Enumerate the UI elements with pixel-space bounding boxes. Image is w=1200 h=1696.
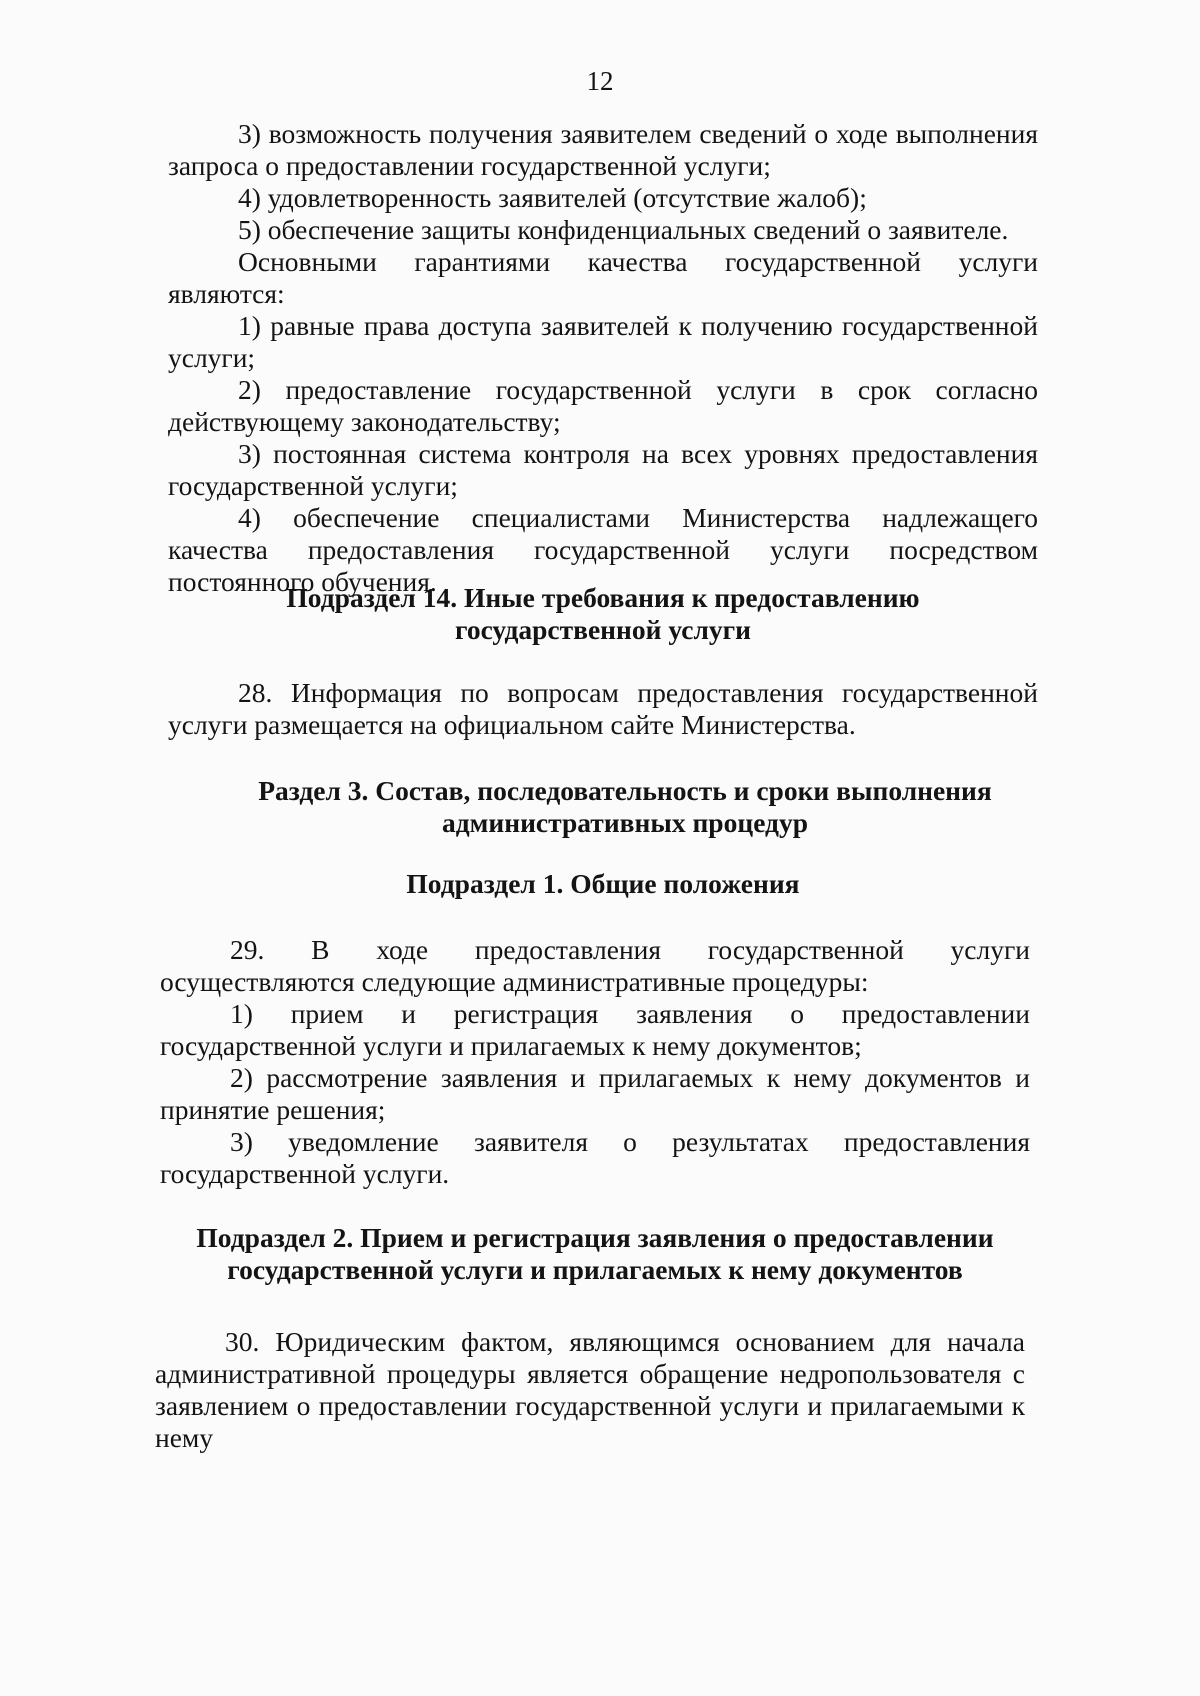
paragraph: 2) предоставление государственной услуги в срок согласно действующему законодательству; xyxy=(168,374,1038,437)
procedures-list-block xyxy=(160,934,1030,1190)
paragraph: 28. Информация по вопросам предоставления государственной услуги размещается на официальном сайте Министерства. xyxy=(168,677,1038,740)
paragraph: Основными гарантиями качества государственной услуги являются: xyxy=(168,246,1038,309)
paragraph: 29. В ходе предоставления государственной услуги осуществляются следующие административные процедуры: xyxy=(160,934,1030,997)
paragraph: 1) прием и регистрация заявления о предоставлении государственной услуги и прилагаемых к нему документов; xyxy=(160,998,1030,1061)
page-number: 12 xyxy=(586,66,614,96)
subsection-1-heading: Подраздел 1. Общие положения xyxy=(406,868,800,899)
paragraph: 2) рассмотрение заявления и прилагаемых к нему документов и принятие решения; xyxy=(160,1062,1030,1125)
paragraph: 4) удовлетворенность заявителей (отсутствие жалоб); xyxy=(238,182,867,213)
section-3-heading: Раздел 3. Состав, последовательность и сроки выполнения административных процедур xyxy=(258,775,992,838)
paragraph: 1) равные права доступа заявителей к получению государственной услуги; xyxy=(168,310,1038,373)
subsection-14-heading: Подраздел 14. Иные требования к предоставлению государственной услуги xyxy=(286,582,920,645)
paragraph-28-block xyxy=(168,677,1038,741)
paragraph: 5) обеспечение защиты конфиденциальных сведений о заявителе. xyxy=(238,214,1009,245)
quality-indicators-block xyxy=(168,118,1038,598)
paragraph: 3) возможность получения заявителем сведений о ходе выполнения запроса о предоставлении государственной услуги; xyxy=(168,118,1038,181)
paragraph: 3) уведомление заявителя о результатах предоставления государственной услуги. xyxy=(160,1126,1030,1189)
paragraph: 3) постоянная система контроля на всех уровнях предоставления государственной услуги; xyxy=(168,438,1038,501)
paragraph: 30. Юридическим фактом, являющимся основанием для начала административной процедуры является обращение недропользователя с заявлением о предоставлении государственной услуги и прилагаемыми к нему xyxy=(155,1326,1025,1453)
paragraph-30-block xyxy=(155,1326,1025,1454)
paragraph: 4) обеспечение специалистами Министерства надлежащего качества предоставления государственной услуги посредством постоянного обучения. xyxy=(168,502,1038,597)
subsection-2-heading: Подраздел 2. Прием и регистрация заявления о предоставлении государственной услуги и прилагаемых к нему документов xyxy=(196,1222,994,1285)
